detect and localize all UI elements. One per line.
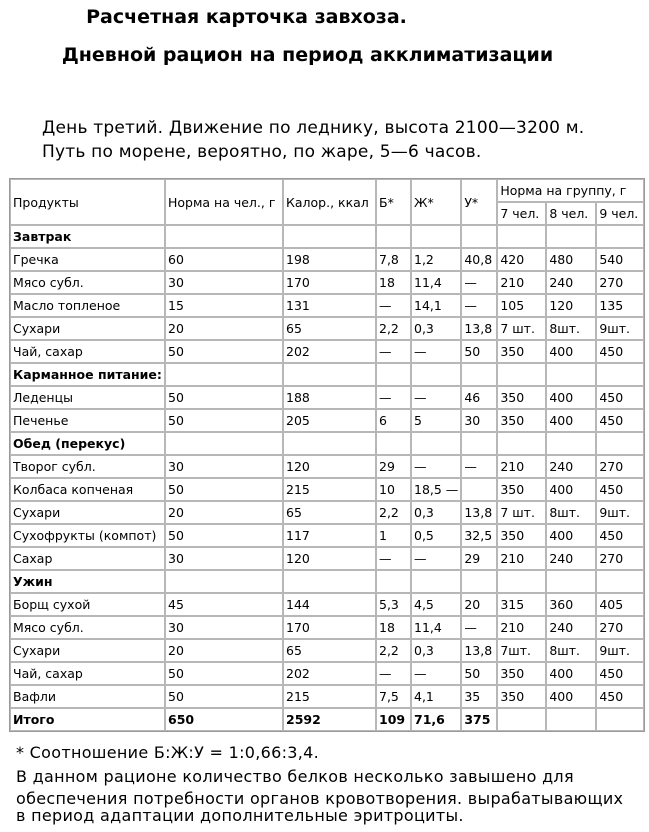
table-row — [10, 639, 644, 662]
cell-group-7: 7 шт. — [497, 317, 546, 340]
cell-carbs — [461, 478, 497, 501]
cell-norm-person: 30 — [165, 271, 283, 294]
cell-group-8: 400 — [546, 478, 596, 501]
cell-group-9: 450 — [596, 478, 644, 501]
empty-cell — [596, 363, 644, 386]
cell-carbs: — — [461, 455, 497, 478]
cell-group-9: 9шт. — [596, 501, 644, 524]
table-row — [10, 340, 644, 363]
cell-norm-person: 20 — [165, 639, 283, 662]
cell-norm-person: 50 — [165, 685, 283, 708]
cell-calories: 65 — [283, 639, 376, 662]
cell-fat: 14,1 — [411, 294, 461, 317]
empty-cell — [497, 570, 546, 593]
header-calories: Калор., ккал — [283, 179, 376, 225]
cell-product: Сахар — [10, 547, 165, 570]
cell-product: Творог субл. — [10, 455, 165, 478]
cell-norm-person: 20 — [165, 317, 283, 340]
cell-carbs: 13,8 — [461, 317, 497, 340]
empty-cell — [165, 363, 283, 386]
empty-cell — [376, 225, 411, 248]
cell-calories: 120 — [283, 547, 376, 570]
cell-group-9: 450 — [596, 386, 644, 409]
cell-calories: 198 — [283, 248, 376, 271]
empty-cell — [497, 708, 546, 731]
cell-fat: 1,2 — [411, 248, 461, 271]
cell-fat: 0,3 — [411, 501, 461, 524]
empty-cell — [283, 363, 376, 386]
cell-calories: 131 — [283, 294, 376, 317]
cell-group-7: 210 — [497, 271, 546, 294]
footnote-ratio: * Соотношение Б:Ж:У = 1:0,66:3,4. — [16, 743, 320, 762]
cell-norm-person: 30 — [165, 455, 283, 478]
cell-group-7: 210 — [497, 616, 546, 639]
cell-calories: 117 — [283, 524, 376, 547]
cell-group-7: 7шт. — [497, 639, 546, 662]
cell-carbs: 40,8 — [461, 248, 497, 271]
total-calories: 2592 — [283, 708, 376, 731]
cell-product: Вафли — [10, 685, 165, 708]
cell-norm-person: 50 — [165, 478, 283, 501]
cell-norm-person: 50 — [165, 524, 283, 547]
page-subtitle: Дневной рацион на период акклиматизации — [61, 44, 554, 66]
cell-group-9: 270 — [596, 616, 644, 639]
cell-product: Колбаса копченая — [10, 478, 165, 501]
cell-carbs: 35 — [461, 685, 497, 708]
cell-protein: 10 — [376, 478, 411, 501]
empty-cell — [411, 570, 461, 593]
table-row — [10, 524, 644, 547]
section-row — [10, 363, 644, 386]
cell-carbs: 13,8 — [461, 501, 497, 524]
table-row — [10, 455, 644, 478]
cell-carbs: 20 — [461, 593, 497, 616]
cell-group-9: 450 — [596, 524, 644, 547]
cell-group-9: 450 — [596, 685, 644, 708]
section-title: Завтрак — [10, 225, 165, 248]
empty-cell — [376, 363, 411, 386]
cell-fat: — — [411, 455, 461, 478]
cell-fat: 18,5 — — [411, 478, 461, 501]
header-product: Продукты — [10, 179, 165, 225]
empty-cell — [546, 432, 596, 455]
cell-product: Сухари — [10, 639, 165, 662]
empty-cell — [165, 570, 283, 593]
cell-product: Гречка — [10, 248, 165, 271]
cell-product: Леденцы — [10, 386, 165, 409]
cell-calories: 215 — [283, 478, 376, 501]
cell-protein: 1 — [376, 524, 411, 547]
cell-protein: 7,8 — [376, 248, 411, 271]
cell-calories: 65 — [283, 501, 376, 524]
cell-carbs: — — [461, 616, 497, 639]
header-group-7: 7 чел. — [497, 202, 546, 225]
cell-protein: — — [376, 547, 411, 570]
cell-carbs: 32,5 — [461, 524, 497, 547]
cell-fat: 5 — [411, 409, 461, 432]
empty-cell — [411, 363, 461, 386]
table-row — [10, 501, 644, 524]
cell-group-8: 8шт. — [546, 501, 596, 524]
cell-product: Борщ сухой — [10, 593, 165, 616]
total-row — [10, 708, 644, 731]
cell-group-7: 315 — [497, 593, 546, 616]
cell-product: Печенье — [10, 409, 165, 432]
cell-group-7: 7 шт. — [497, 501, 546, 524]
cell-product: Мясо субл. — [10, 271, 165, 294]
cell-calories: 202 — [283, 662, 376, 685]
empty-cell — [461, 363, 497, 386]
cell-group-9: 450 — [596, 409, 644, 432]
cell-group-8: 240 — [546, 616, 596, 639]
table-row — [10, 662, 644, 685]
cell-group-9: 9шт. — [596, 317, 644, 340]
cell-protein: 7,5 — [376, 685, 411, 708]
cell-norm-person: 15 — [165, 294, 283, 317]
empty-cell — [376, 570, 411, 593]
cell-product: Сухари — [10, 501, 165, 524]
empty-cell — [165, 432, 283, 455]
cell-carbs: — — [461, 294, 497, 317]
cell-fat: 0,3 — [411, 639, 461, 662]
section-row — [10, 432, 644, 455]
table-row — [10, 547, 644, 570]
empty-cell — [546, 225, 596, 248]
header-fat: Ж* — [411, 179, 461, 225]
cell-protein: 5,3 — [376, 593, 411, 616]
intro-line-1: День третий. Движение по леднику, высота 2100—3200 м. — [42, 118, 585, 138]
footnote-line-2: обеспечения потребности органов кровотворения. вырабатывающих — [16, 789, 624, 808]
cell-protein: — — [376, 662, 411, 685]
cell-calories: 202 — [283, 340, 376, 363]
cell-product: Сухофрукты (компот) — [10, 524, 165, 547]
cell-protein: 6 — [376, 409, 411, 432]
cell-protein: — — [376, 386, 411, 409]
cell-group-9: 270 — [596, 271, 644, 294]
header-protein: Б* — [376, 179, 411, 225]
cell-group-7: 420 — [497, 248, 546, 271]
table-row — [10, 271, 644, 294]
header-group-9: 9 чел. — [596, 202, 644, 225]
total-label: Итого — [10, 708, 165, 731]
empty-cell — [596, 225, 644, 248]
cell-fat: 0,3 — [411, 317, 461, 340]
footnote-line-1: В данном рационе количество белков несколько завышено для — [16, 767, 574, 786]
cell-calories: 65 — [283, 317, 376, 340]
table-row — [10, 593, 644, 616]
cell-protein: 18 — [376, 271, 411, 294]
cell-protein: 29 — [376, 455, 411, 478]
cell-group-9: 540 — [596, 248, 644, 271]
cell-protein: 2,2 — [376, 317, 411, 340]
cell-calories: 144 — [283, 593, 376, 616]
cell-group-8: 360 — [546, 593, 596, 616]
cell-group-7: 350 — [497, 662, 546, 685]
ration-table — [9, 178, 645, 732]
cell-group-8: 8шт. — [546, 639, 596, 662]
total-fat: 71,6 — [411, 708, 461, 731]
cell-fat: 4,5 — [411, 593, 461, 616]
cell-group-7: 105 — [497, 294, 546, 317]
header-carbs: У* — [461, 179, 497, 225]
cell-group-8: 400 — [546, 662, 596, 685]
cell-carbs: 29 — [461, 547, 497, 570]
cell-group-8: 240 — [546, 271, 596, 294]
cell-carbs: 13,8 — [461, 639, 497, 662]
footnote-line-3: в период адаптации дополнительные эритроциты. — [16, 806, 464, 825]
cell-norm-person: 50 — [165, 340, 283, 363]
cell-group-7: 210 — [497, 455, 546, 478]
cell-group-9: 450 — [596, 340, 644, 363]
cell-group-8: 120 — [546, 294, 596, 317]
empty-cell — [461, 225, 497, 248]
empty-cell — [497, 363, 546, 386]
cell-group-9: 9шт. — [596, 639, 644, 662]
section-title: Обед (перекус) — [10, 432, 165, 455]
cell-fat: — — [411, 547, 461, 570]
section-title: Ужин — [10, 570, 165, 593]
cell-fat: 11,4 — [411, 616, 461, 639]
cell-group-8: 480 — [546, 248, 596, 271]
cell-fat: 11,4 — [411, 271, 461, 294]
cell-norm-person: 60 — [165, 248, 283, 271]
cell-product: Чай, сахар — [10, 662, 165, 685]
section-title: Карманное питание: — [10, 363, 165, 386]
cell-norm-person: 50 — [165, 409, 283, 432]
empty-cell — [497, 432, 546, 455]
cell-fat: — — [411, 340, 461, 363]
cell-group-9: 135 — [596, 294, 644, 317]
table-row — [10, 294, 644, 317]
table-row — [10, 685, 644, 708]
cell-calories: 170 — [283, 616, 376, 639]
empty-cell — [596, 570, 644, 593]
table-row — [10, 409, 644, 432]
empty-cell — [596, 432, 644, 455]
empty-cell — [283, 432, 376, 455]
empty-cell — [411, 432, 461, 455]
cell-norm-person: 50 — [165, 662, 283, 685]
cell-calories: 205 — [283, 409, 376, 432]
empty-cell — [411, 225, 461, 248]
cell-group-9: 270 — [596, 455, 644, 478]
total-protein: 109 — [376, 708, 411, 731]
cell-calories: 120 — [283, 455, 376, 478]
cell-carbs: 46 — [461, 386, 497, 409]
cell-carbs: 50 — [461, 340, 497, 363]
empty-cell — [283, 225, 376, 248]
empty-cell — [497, 225, 546, 248]
cell-fat: 0,5 — [411, 524, 461, 547]
empty-cell — [376, 432, 411, 455]
cell-fat: — — [411, 386, 461, 409]
cell-group-8: 400 — [546, 409, 596, 432]
cell-norm-person: 45 — [165, 593, 283, 616]
cell-group-8: 400 — [546, 685, 596, 708]
cell-carbs: 30 — [461, 409, 497, 432]
cell-group-9: 450 — [596, 662, 644, 685]
cell-calories: 215 — [283, 685, 376, 708]
cell-norm-person: 20 — [165, 501, 283, 524]
cell-product: Масло топленое — [10, 294, 165, 317]
header-norm-group: Норма на группу, г — [497, 179, 644, 202]
table-row — [10, 616, 644, 639]
cell-fat: — — [411, 662, 461, 685]
cell-group-7: 350 — [497, 478, 546, 501]
cell-norm-person: 30 — [165, 616, 283, 639]
cell-fat: 4,1 — [411, 685, 461, 708]
cell-group-8: 240 — [546, 547, 596, 570]
header-row — [10, 179, 644, 202]
cell-group-9: 405 — [596, 593, 644, 616]
cell-group-8: 400 — [546, 386, 596, 409]
empty-cell — [546, 363, 596, 386]
empty-cell — [546, 708, 596, 731]
page-title: Расчетная карточка завхоза. — [86, 6, 407, 28]
cell-group-7: 350 — [497, 409, 546, 432]
cell-group-7: 350 — [497, 685, 546, 708]
header-norm-person: Норма на чел., г — [165, 179, 283, 225]
cell-norm-person: 30 — [165, 547, 283, 570]
empty-cell — [461, 432, 497, 455]
cell-calories: 188 — [283, 386, 376, 409]
cell-carbs: — — [461, 271, 497, 294]
cell-protein: 18 — [376, 616, 411, 639]
cell-product: Мясо субл. — [10, 616, 165, 639]
total-carbs: 375 — [461, 708, 497, 731]
empty-cell — [596, 708, 644, 731]
cell-group-8: 400 — [546, 340, 596, 363]
cell-protein: — — [376, 340, 411, 363]
section-row — [10, 570, 644, 593]
cell-group-8: 400 — [546, 524, 596, 547]
cell-protein: 2,2 — [376, 639, 411, 662]
table-body — [10, 225, 644, 731]
cell-norm-person: 50 — [165, 386, 283, 409]
intro-line-2: Путь по морене, вероятно, по жаре, 5—6 часов. — [42, 142, 482, 162]
cell-group-8: 240 — [546, 455, 596, 478]
cell-group-8: 8шт. — [546, 317, 596, 340]
cell-group-7: 350 — [497, 386, 546, 409]
cell-group-7: 350 — [497, 340, 546, 363]
header-group-8: 8 чел. — [546, 202, 596, 225]
table-row — [10, 386, 644, 409]
table-row — [10, 317, 644, 340]
cell-product: Сухари — [10, 317, 165, 340]
empty-cell — [546, 570, 596, 593]
table-row — [10, 478, 644, 501]
empty-cell — [461, 570, 497, 593]
cell-protein: 2,2 — [376, 501, 411, 524]
cell-protein: — — [376, 294, 411, 317]
empty-cell — [165, 225, 283, 248]
cell-group-7: 210 — [497, 547, 546, 570]
cell-product: Чай, сахар — [10, 340, 165, 363]
cell-carbs: 50 — [461, 662, 497, 685]
cell-group-9: 270 — [596, 547, 644, 570]
cell-group-7: 350 — [497, 524, 546, 547]
table-row — [10, 248, 644, 271]
empty-cell — [283, 570, 376, 593]
cell-calories: 170 — [283, 271, 376, 294]
total-norm-person: 650 — [165, 708, 283, 731]
section-row — [10, 225, 644, 248]
